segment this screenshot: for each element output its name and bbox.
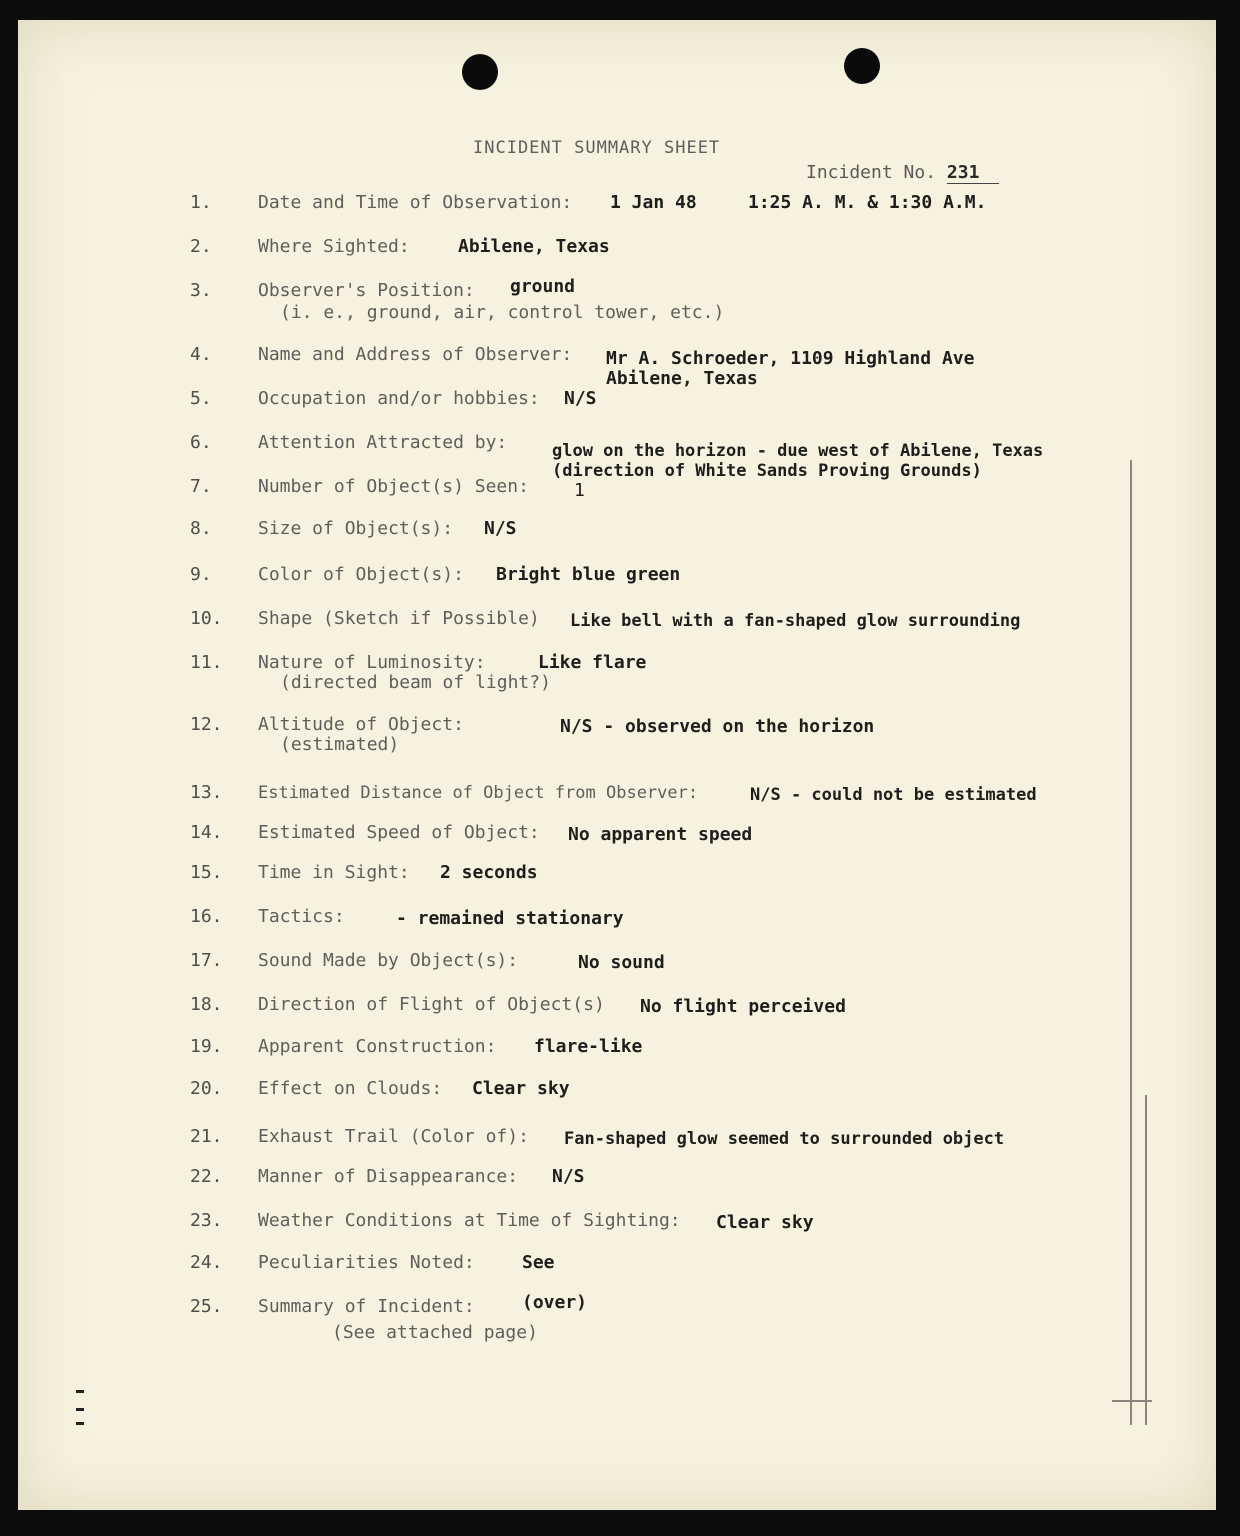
- item-number: 8.: [190, 518, 212, 539]
- item-number: 6.: [190, 432, 212, 453]
- corner-rule: [1112, 1400, 1152, 1402]
- item-value: No apparent speed: [568, 824, 753, 845]
- item-sub-label: (estimated): [280, 734, 400, 755]
- page-title: INCIDENT SUMMARY SHEET: [473, 138, 721, 158]
- item-value-line2: Abilene, Texas: [606, 368, 758, 389]
- item-number: 11.: [190, 652, 223, 673]
- item-label: Observer's Position:: [258, 280, 475, 301]
- item-value: No flight perceived: [640, 996, 846, 1017]
- item-label: Number of Object(s) Seen:: [258, 476, 529, 497]
- item-number: 12.: [190, 714, 223, 735]
- item-label: Sound Made by Object(s):: [258, 950, 519, 971]
- item-label: Nature of Luminosity:: [258, 652, 486, 673]
- item-value: Like flare: [538, 652, 647, 673]
- margin-rule-inner: [1145, 1095, 1147, 1425]
- incident-number-value: 231: [947, 162, 999, 184]
- item-value: glow on the horizon - due west of Abilene, Texas: [552, 441, 1044, 461]
- margin-mark: [76, 1408, 84, 1411]
- item-label: Direction of Flight of Object(s): [258, 994, 605, 1015]
- item-label: Attention Attracted by:: [258, 432, 508, 453]
- item-value: N/S: [564, 388, 597, 409]
- item-value: ground: [510, 276, 576, 297]
- item-value: Abilene, Texas: [458, 236, 610, 257]
- item-value: flare-like: [534, 1036, 643, 1057]
- incident-number-label: Incident No.: [806, 162, 937, 183]
- item-label: Occupation and/or hobbies:: [258, 388, 540, 409]
- item-number: 14.: [190, 822, 223, 843]
- margin-rule: [1130, 460, 1132, 1425]
- item-value: Mr A. Schroeder, 1109 Highland Ave: [606, 348, 975, 369]
- item-value: 1 Jan 48: [610, 192, 697, 213]
- item-number: 17.: [190, 950, 223, 971]
- item-value: - remained stationary: [396, 908, 624, 929]
- margin-mark: [76, 1422, 84, 1425]
- item-label: Date and Time of Observation:: [258, 192, 573, 213]
- item-number: 5.: [190, 388, 212, 409]
- item-number: 3.: [190, 280, 212, 301]
- item-number: 4.: [190, 344, 212, 365]
- item-value: Clear sky: [716, 1212, 814, 1233]
- item-label: Name and Address of Observer:: [258, 344, 573, 365]
- item-label: Weather Conditions at Time of Sighting:: [258, 1210, 681, 1231]
- item-number: 2.: [190, 236, 212, 257]
- item-value: Clear sky: [472, 1078, 570, 1099]
- item-number: 25.: [190, 1296, 223, 1317]
- item-number: 23.: [190, 1210, 223, 1231]
- item-number: 19.: [190, 1036, 223, 1057]
- item-label: Altitude of Object:: [258, 714, 464, 735]
- item-value-line2: (direction of White Sands Proving Grounds): [552, 461, 982, 481]
- item-label: Peculiarities Noted:: [258, 1252, 475, 1273]
- incident-number: [806, 162, 999, 184]
- item-number: 21.: [190, 1126, 223, 1147]
- item-value: Bright blue green: [496, 564, 681, 585]
- item-number: 24.: [190, 1252, 223, 1273]
- item-label: Size of Object(s):: [258, 518, 454, 539]
- item-sub-label: (i. e., ground, air, control tower, etc.): [280, 302, 725, 323]
- item-label: Exhaust Trail (Color of):: [258, 1126, 529, 1147]
- item-number: 16.: [190, 906, 223, 927]
- punch-hole-right: [844, 48, 880, 84]
- item-value-time: 1:25 A. M. & 1:30 A.M.: [748, 192, 987, 213]
- item-value: N/S: [484, 518, 517, 539]
- item-value: 1: [574, 480, 585, 501]
- item-label: Time in Sight:: [258, 862, 410, 883]
- item-number: 13.: [190, 782, 223, 803]
- item-number: 9.: [190, 564, 212, 585]
- punch-hole-left: [462, 54, 498, 90]
- item-value: See: [522, 1252, 555, 1273]
- item-label: Shape (Sketch if Possible): [258, 608, 540, 629]
- item-number: 15.: [190, 862, 223, 883]
- document-page: [18, 20, 1216, 1510]
- item-label: Estimated Distance of Object from Observer:: [258, 783, 699, 803]
- item-number: 22.: [190, 1166, 223, 1187]
- item-label: Effect on Clouds:: [258, 1078, 443, 1099]
- item-value: 2 seconds: [440, 862, 538, 883]
- item-value: N/S - could not be estimated: [750, 785, 1037, 805]
- item-number: 20.: [190, 1078, 223, 1099]
- item-label: Estimated Speed of Object:: [258, 822, 540, 843]
- item-label: Tactics:: [258, 906, 345, 927]
- item-number: 7.: [190, 476, 212, 497]
- item-value: No sound: [578, 952, 665, 973]
- item-value: (over): [522, 1292, 588, 1313]
- item-value: N/S: [552, 1166, 585, 1187]
- item-label: Apparent Construction:: [258, 1036, 497, 1057]
- item-label: Color of Object(s):: [258, 564, 464, 585]
- item-number: 18.: [190, 994, 223, 1015]
- item-label: Where Sighted:: [258, 236, 410, 257]
- item-number: 10.: [190, 608, 223, 629]
- item-value: Fan-shaped glow seemed to surrounded object: [564, 1129, 1005, 1149]
- item-label: Summary of Incident:: [258, 1296, 475, 1317]
- item-value: Like bell with a fan-shaped glow surrounding: [570, 611, 1021, 631]
- item-number: 1.: [190, 192, 212, 213]
- item-value: N/S - observed on the horizon: [560, 716, 875, 737]
- item-sub-label: (See attached page): [332, 1322, 538, 1343]
- item-sub-label: (directed beam of light?): [280, 672, 551, 693]
- margin-mark: [76, 1390, 84, 1393]
- item-label: Manner of Disappearance:: [258, 1166, 519, 1187]
